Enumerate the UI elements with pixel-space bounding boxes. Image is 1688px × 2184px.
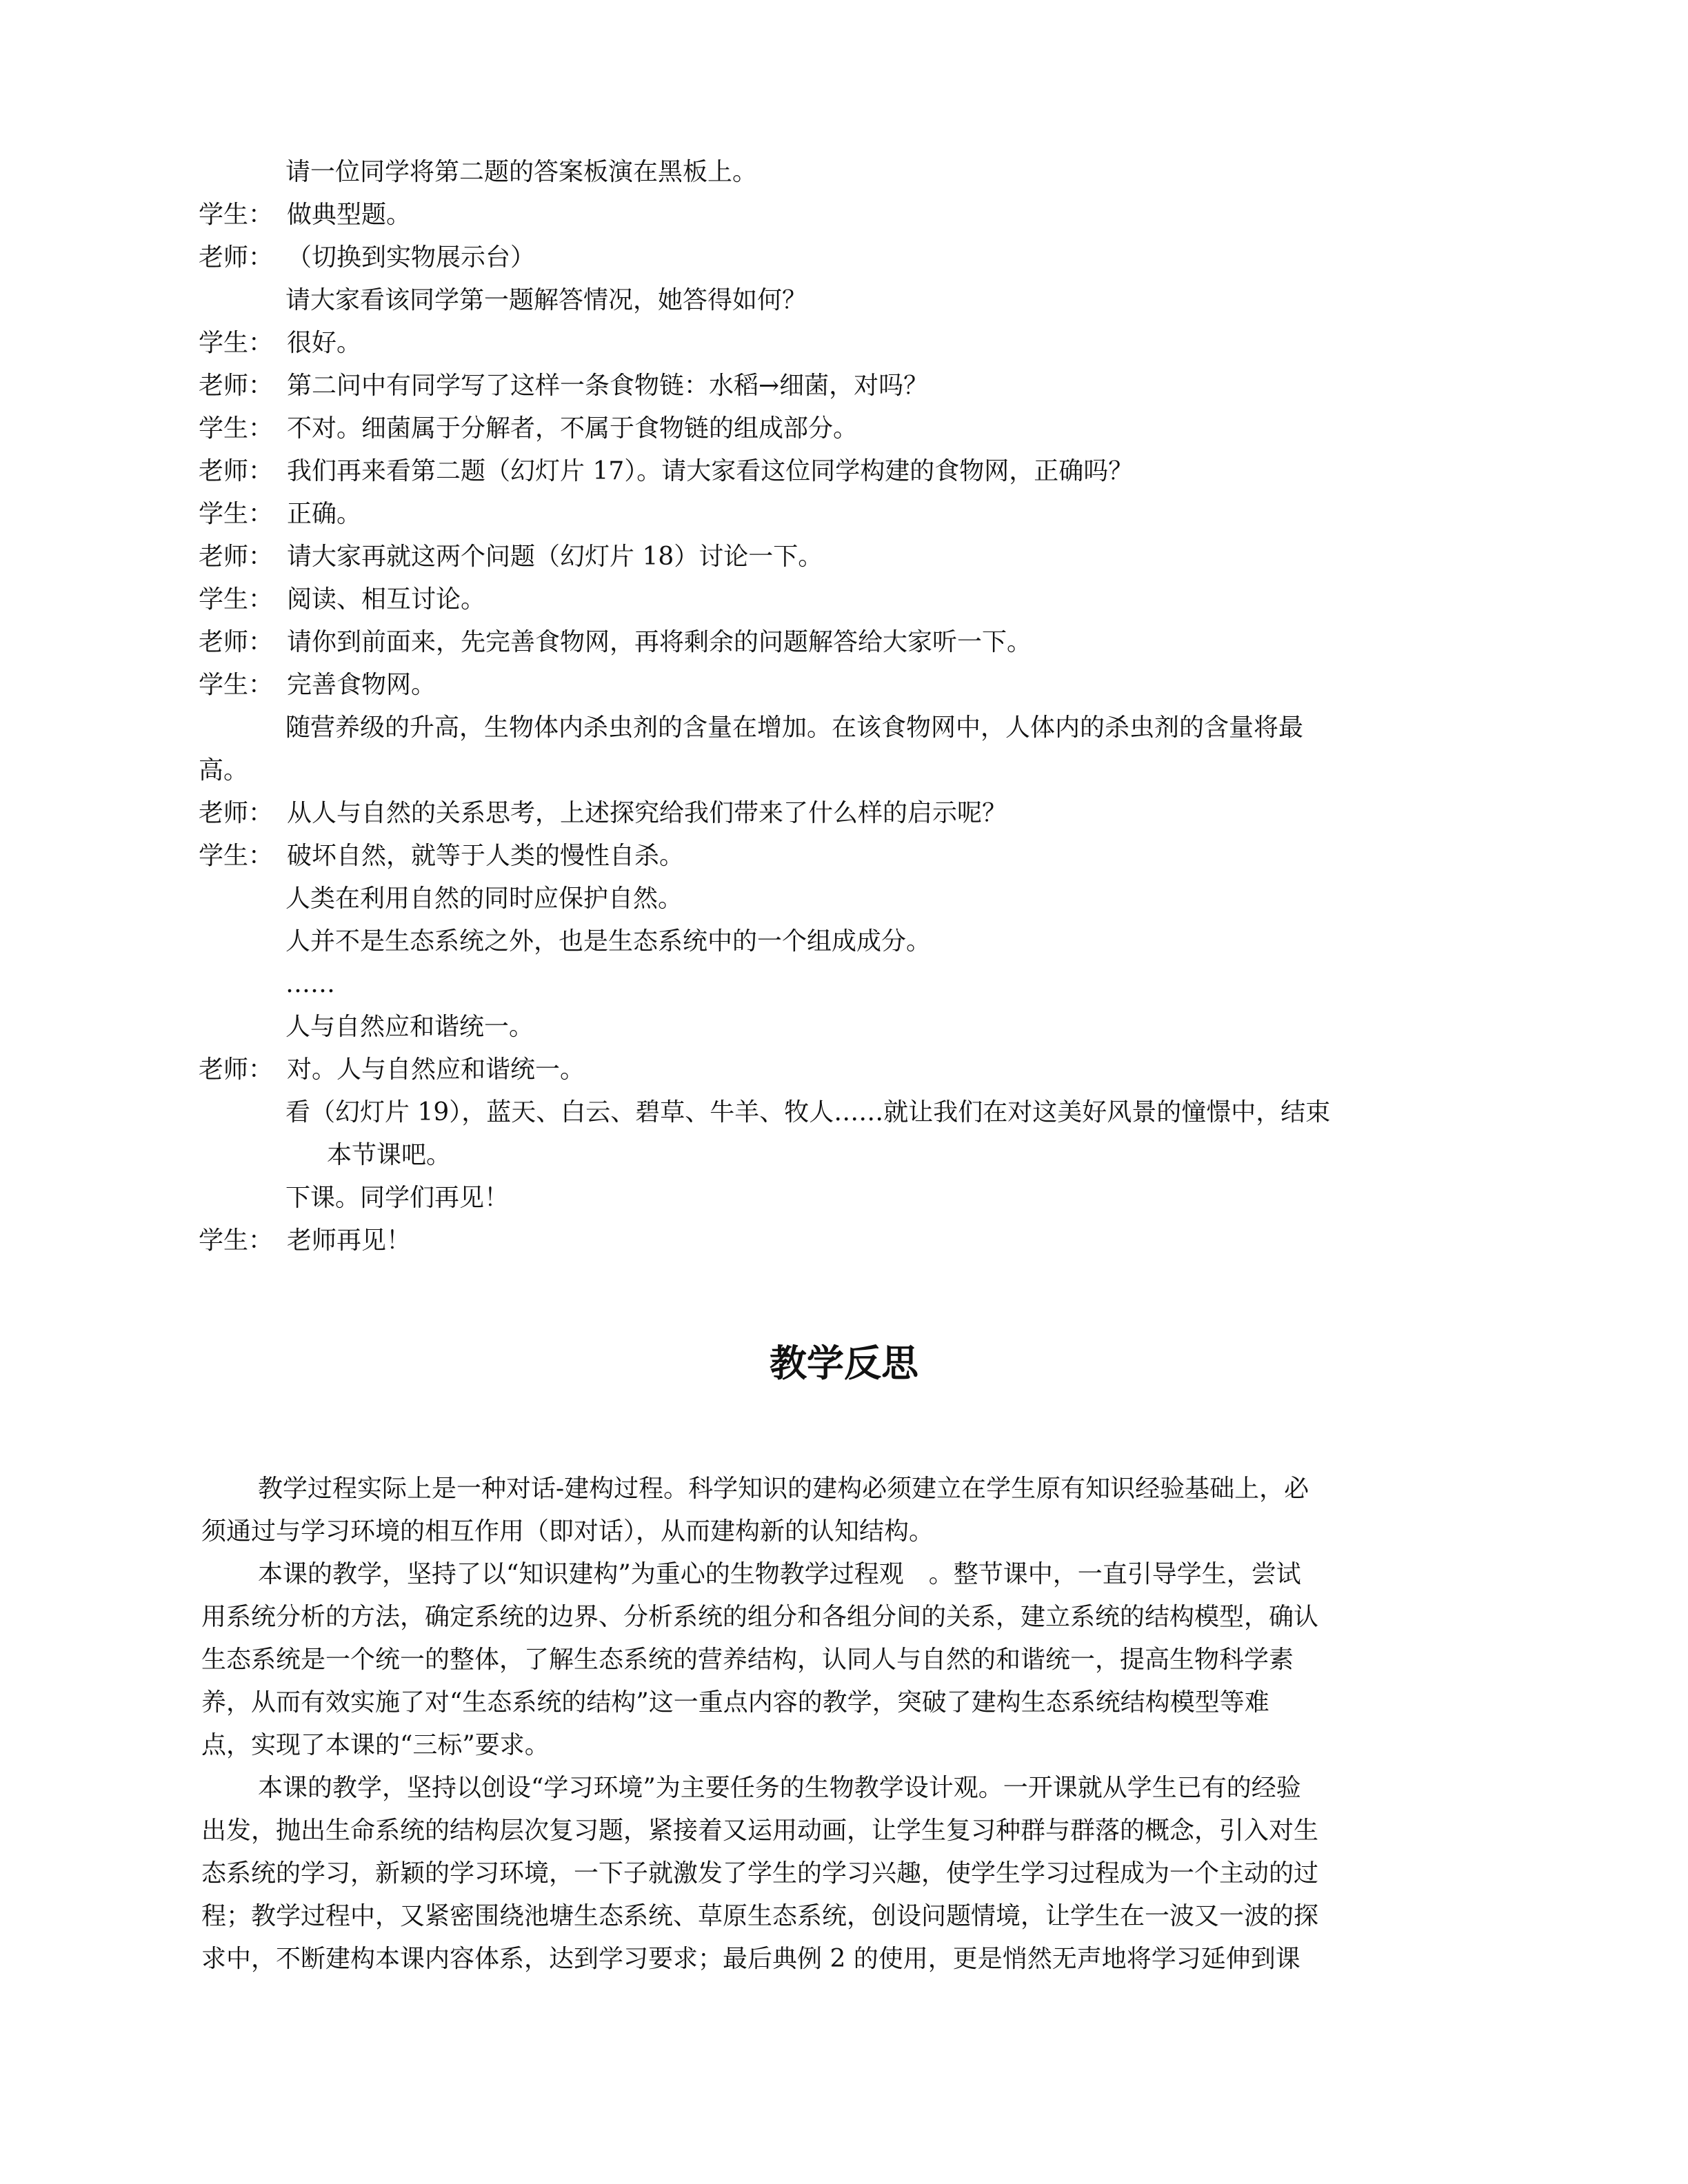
- speaker-label: 老师：: [199, 1055, 274, 1084]
- paragraph-line: 本课的教学，坚持了以“知识建构”为重心的生物教学过程观 。整节课中，一直引导学生，尝试: [258, 1560, 1301, 1588]
- dialogue-line: [199, 1049, 585, 1091]
- dialogue-line: [285, 1092, 1330, 1133]
- speaker-label: 老师：: [199, 799, 274, 827]
- dialogue-text: 从人与自然的关系思考，上述探究给我们带来了什么样的启示呢？: [287, 799, 1007, 827]
- dialogue-text: 第二问中有同学写了这样一条食物链：水稻→细菌，对吗？: [287, 372, 929, 400]
- speaker-label: 学生：: [199, 500, 274, 528]
- dialogue-line: [285, 878, 683, 920]
- dialogue-text: 人类在利用自然的同时应保护自然。: [285, 884, 683, 913]
- dialogue-line: [285, 921, 931, 962]
- dialogue-text: 对。人与自然应和谐统一。: [287, 1055, 585, 1084]
- dialogue-text: 请一位同学将第二题的答案板演在黑板上。: [285, 158, 758, 186]
- paragraph-line: 本课的教学，坚持以创设“学习环境”为主要任务的生物教学设计观。一开课就从学生已有的经验: [258, 1774, 1301, 1802]
- dialogue-line: [285, 152, 757, 193]
- dialogue-line: [199, 622, 1032, 663]
- paragraph-line: 养，从而有效实施了对“生态系统的结构”这一重点内容的教学，突破了建构生态系统结构模型等难: [201, 1688, 1269, 1717]
- dialogue-line: [199, 579, 485, 620]
- dialogue-line: [199, 836, 684, 877]
- paragraph-line: 用系统分析的方法，确定系统的边界、分析系统的组分和各组分间的关系，建立系统的结构模型，确认: [201, 1603, 1319, 1631]
- dialogue-line: [199, 323, 361, 364]
- section-title: 教学反思: [770, 1342, 918, 1385]
- speaker-label: 老师：: [199, 543, 274, 571]
- speaker-label: 学生：: [199, 671, 274, 699]
- dialogue-line: [199, 194, 411, 236]
- speaker-label: 老师：: [199, 243, 274, 272]
- dialogue-text: 请大家看该同学第一题解答情况，她答得如何？: [285, 286, 807, 314]
- speaker-label: 学生：: [199, 1226, 274, 1255]
- dialogue-text: 下课。同学们再见！: [285, 1184, 510, 1212]
- dialogue-line: [199, 237, 535, 279]
- dialogue-text: 看（幻灯片 19），蓝天、白云、碧草、牛羊、牧人……就让我们在对这美好风景的憧憬中，结束: [285, 1098, 1331, 1126]
- dialogue-text: 随营养级的升高，生物体内杀虫剂的含量在增加。在该食物网中，人体内的杀虫剂的含量将最: [285, 714, 1304, 742]
- dialogue-line: [285, 280, 807, 321]
- dialogue-text: 请你到前面来，先完善食物网，再将剩余的问题解答给大家听一下。: [287, 628, 1032, 656]
- dialogue-line: [199, 793, 1007, 834]
- paragraph-line: 教学过程实际上是一种对话-建构过程。科学知识的建构必须建立在学生原有知识经验基础上，必: [258, 1475, 1309, 1503]
- speaker-label: 学生：: [199, 329, 274, 357]
- dialogue-line: [199, 1220, 411, 1262]
- speaker-label: 老师：: [199, 457, 274, 485]
- dialogue-text: 完善食物网。: [287, 671, 436, 699]
- dialogue-line: [199, 451, 1133, 492]
- paragraph-line: 点，实现了本课的“三标”要求。: [201, 1731, 550, 1759]
- dialogue-line: [285, 1007, 534, 1048]
- dialogue-text: 老师再见！: [287, 1226, 412, 1255]
- dialogue-line: [199, 536, 823, 578]
- paragraph-line: 求中，不断建构本课内容体系，达到学习要求；最后典例 2 的使用，更是悄然无声地将学习延伸到课: [201, 1945, 1300, 1973]
- dialogue-line: [285, 707, 1303, 749]
- dialogue-line: [327, 1135, 451, 1176]
- paragraph-line: 态系统的学习，新颖的学习环境，一下子就激发了学生的学习兴趣，使学生学习过程成为一个主动的过: [201, 1859, 1319, 1888]
- speaker-label: 学生：: [199, 842, 274, 870]
- paragraph-line: 出发，抛出生命系统的结构层次复习题，紧接着又运用动画，让学生复习种群与群落的概念，引入对生: [201, 1817, 1319, 1845]
- dialogue-line: [199, 665, 436, 706]
- dialogue-text: 做典型题。: [287, 201, 412, 229]
- paragraph-line: 生态系统是一个统一的整体，了解生态系统的营养结构，认同人与自然的和谐统一，提高生物科学素: [201, 1646, 1294, 1674]
- dialogue-text: 我们再来看第二题（幻灯片 17）。请大家看这位同学构建的食物网，正确吗？: [287, 457, 1134, 485]
- dialogue-text: 高。: [199, 756, 249, 785]
- dialogue-text: 人与自然应和谐统一。: [285, 1013, 534, 1041]
- speaker-label: 学生：: [199, 201, 274, 229]
- dialogue-text: 请大家再就这两个问题（幻灯片 18）讨论一下。: [287, 543, 823, 571]
- dialogue-line: [199, 408, 858, 449]
- dialogue-text: ……: [285, 970, 335, 998]
- dialogue-text: （切换到实物展示台）: [287, 243, 536, 272]
- dialogue-line: [199, 494, 361, 535]
- speaker-label: 学生：: [199, 585, 274, 614]
- dialogue-line: [285, 1177, 509, 1219]
- dialogue-text: 很好。: [287, 329, 362, 357]
- dialogue-text: 阅读、相互讨论。: [287, 585, 486, 614]
- dialogue-text: 本节课吧。: [327, 1141, 452, 1169]
- dialogue-line: [199, 750, 248, 791]
- dialogue-text: 人并不是生态系统之外，也是生态系统中的一个组成成分。: [285, 927, 932, 956]
- speaker-label: 学生：: [199, 414, 274, 443]
- dialogue-text: 不对。细菌属于分解者，不属于食物链的组成部分。: [287, 414, 858, 443]
- dialogue-line: [285, 964, 335, 1005]
- paragraph-line: 程；教学过程中，又紧密围绕池塘生态系统、草原生态系统，创设问题情境，让学生在一波又一波的探: [201, 1902, 1319, 1930]
- dialogue-line: [199, 365, 928, 407]
- speaker-label: 老师：: [199, 372, 274, 400]
- dialogue-text: 破坏自然，就等于人类的慢性自杀。: [287, 842, 685, 870]
- paragraph-line: 须通过与学习环境的相互作用（即对话），从而建构新的认知结构。: [201, 1517, 934, 1546]
- dialogue-text: 正确。: [287, 500, 362, 528]
- speaker-label: 老师：: [199, 628, 274, 656]
